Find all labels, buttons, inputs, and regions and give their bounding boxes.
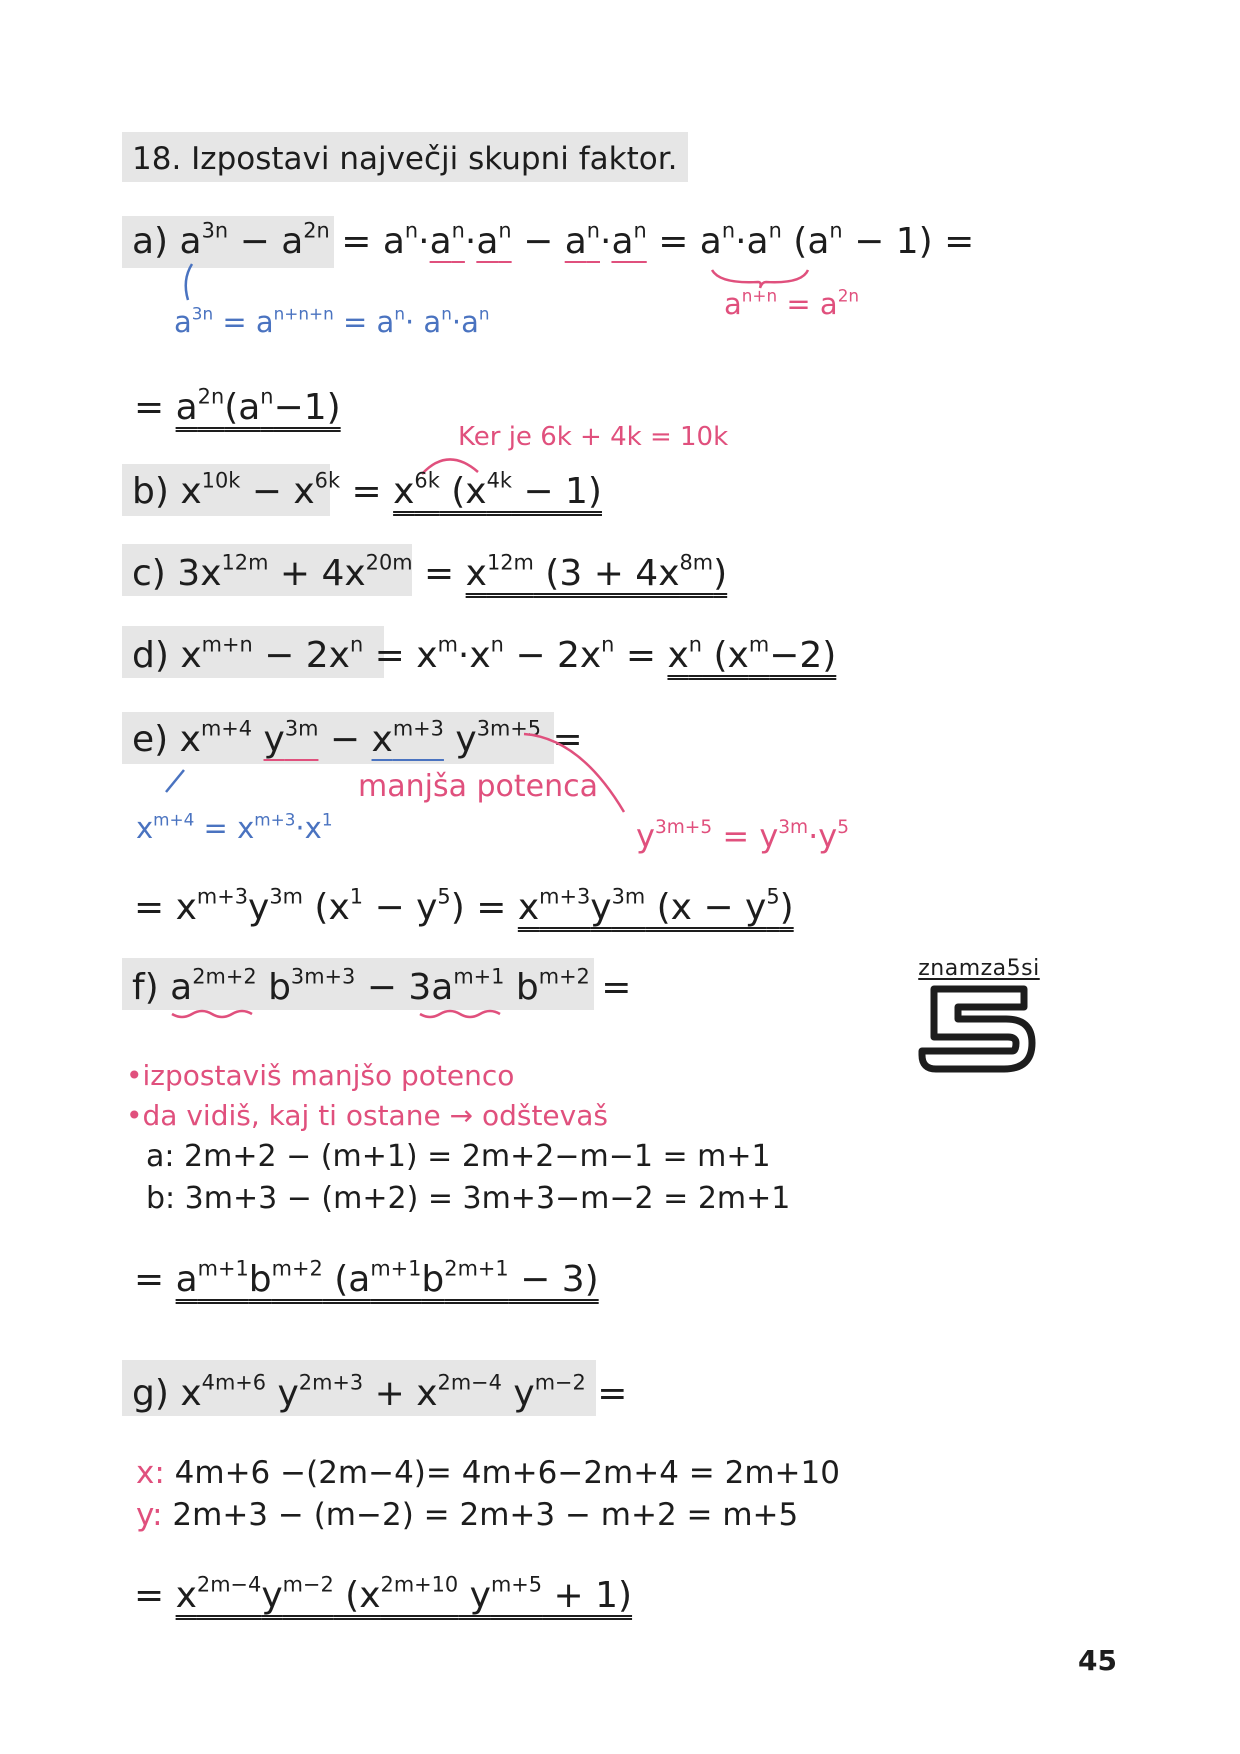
f-wavy-1: [170, 1008, 260, 1022]
logo-text: znamza5si: [918, 956, 1040, 981]
e-red-note: manjša potenca: [358, 769, 599, 804]
exercise-d-label: d): [132, 635, 169, 676]
exercise-d-line: d) $x^{m+n} - 2x^n = x^m\cdot x^n - 2x^n = x^n$ $(x^m-2)$: [132, 632, 837, 676]
exercise-f-line1: f) $a^{2m+2}$ $b^{3m+3} - 3a^{m+1}$ $b^{m+2}$ =: [132, 964, 632, 1008]
znamzasi-logo: [916, 956, 1042, 1081]
exercise-b-line: b) $x^{10k} - x^{6k} = x^{6k}$ $(x^{4k} - 1)$: [132, 468, 602, 512]
a-blue-arrow: [178, 262, 198, 302]
a-red-note: $a^{n+n} = a^{2n}$: [724, 285, 860, 321]
exercise-a-line1: a) $a^{3n} - a^{2n} = a^n\cdot a^n\cdot a^n - a^n\cdot a^n = a^n\cdot a^n$ $(a^n - 1)$ =: [132, 218, 975, 262]
g-x-label: x:: [136, 1455, 165, 1491]
exercise-g-label: g): [132, 1373, 169, 1414]
a-blue-note: $a^{3n} = a^{n+n+n} = a^n\cdot a^n\cdot a^n$: [174, 303, 490, 339]
exercise-f-label: f): [132, 967, 159, 1008]
exercise-e-label: e): [132, 719, 169, 760]
b-red-note: Ker je 6k + 4k = 10k: [458, 422, 729, 452]
exercise-f-result: = $a^{m+1}b^{m+2}$ $(a^{m+1}b^{2m+1} - 3)$: [134, 1256, 599, 1300]
g-y-label: y:: [136, 1497, 163, 1533]
exercise-c-label: c): [132, 553, 166, 594]
g-x-text: 4m+6 −(2m−4)= 4m+6−2m+4 = 2m+10: [164, 1455, 840, 1491]
e-blue-tick: [160, 766, 190, 796]
f-wavy-2: [418, 1008, 508, 1022]
exercise-g-result: = $x^{2m-4}y^{m-2}$ ($x^{2m+10}$ $y^{m+5} + 1$): [134, 1572, 633, 1616]
exercise-a-result: = $a^{2n}(a^n-1)$: [134, 384, 341, 428]
logo-five-icon: [916, 981, 1042, 1077]
g-line-y: [136, 1497, 799, 1533]
e-blue-note: $x^{m+4} = x^{m+3}\cdot x^1$: [136, 809, 333, 845]
f-line-a: a: 2m+2 − (m+1) = 2m+2−m−1 = m+1: [146, 1139, 771, 1174]
exercise-e-result: = $x^{m+3}y^{3m}$ $(x^1 - y^5) = x^{m+3}y^{3m}$ $(x - y^5)$: [134, 884, 794, 928]
g-y-text: 2m+3 − (m−2) = 2m+3 − m+2 = m+5: [162, 1497, 799, 1533]
exercise-b-label: b): [132, 471, 169, 512]
exercise-c-line: c) $3x^{12m} + 4x^{20m} = x^{12m}$ $(3 + 4x^{8m})$: [132, 550, 728, 594]
e-red-curve: [520, 728, 630, 818]
f-note-1: •izpostaviš manjšo potenco: [126, 1059, 515, 1092]
exercise-e-line1: e) $x^{m+4}$ $y^{3m} - x^{m+3}$ $y^{3m+5}$ =: [132, 716, 583, 760]
f-line-b: b: 3m+3 − (m+2) = 3m+3−m−2 = 2m+1: [146, 1181, 791, 1216]
page-title: 18. Izpostavi največji skupni faktor.: [132, 141, 678, 177]
f-note-2: •da vidiš, kaj ti ostane → odštevaš: [126, 1099, 608, 1132]
exercise-g-line1: g) $x^{4m+6}$ $y^{2m+3} + x^{2m-4}$ $y^{m-2}$ =: [132, 1370, 628, 1414]
exercise-a-label: a): [132, 221, 169, 262]
page-number: 45: [1078, 1644, 1117, 1677]
g-line-x: [136, 1455, 840, 1491]
e-red-formula: $y^{3m+5} = y^{3m}\cdot y^5$: [636, 817, 850, 855]
